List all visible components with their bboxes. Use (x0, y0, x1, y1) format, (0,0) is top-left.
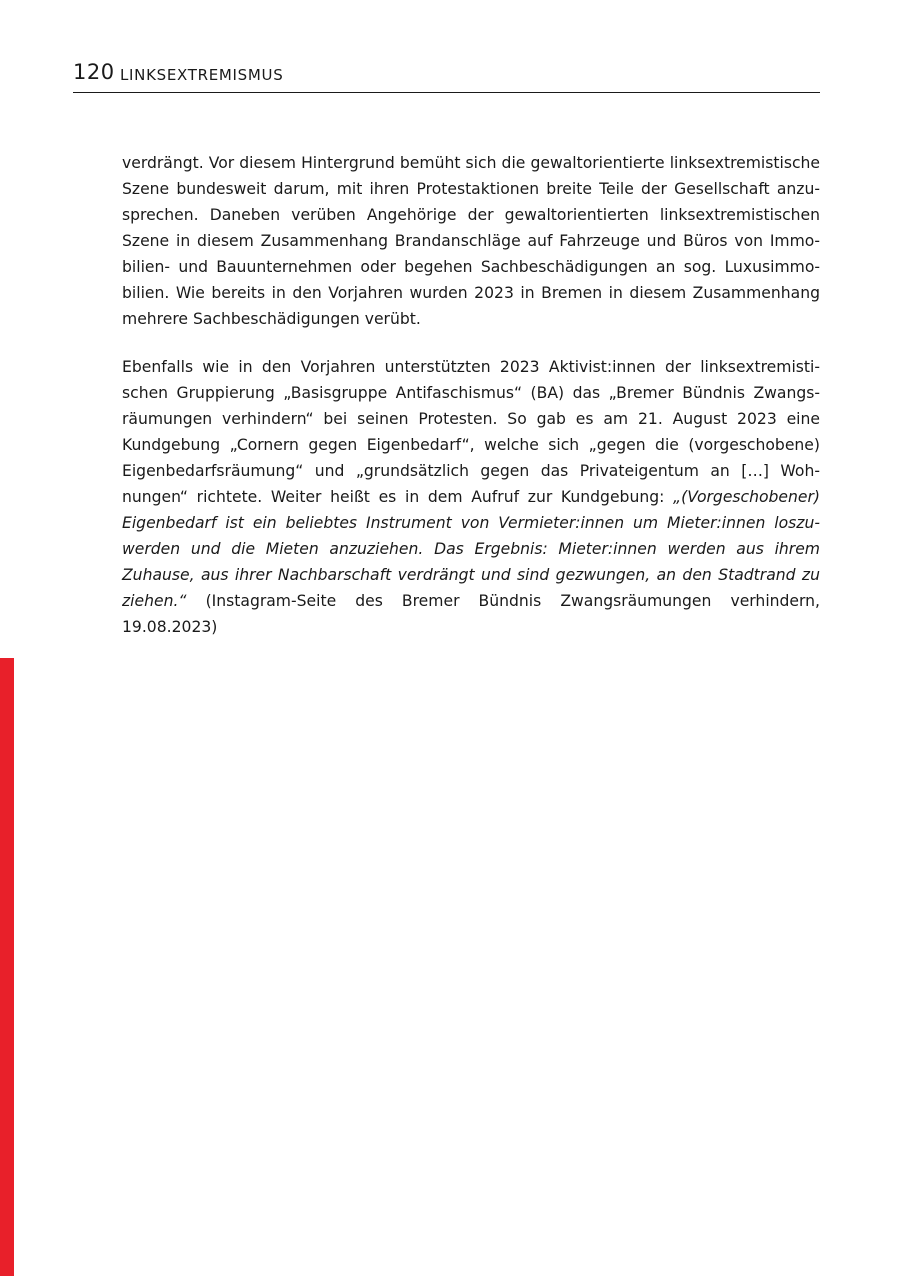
quotation-source: (Instagram-Seite des Bremer Bündnis Zwangsräumungen verhindern, 19.08.2023) (122, 592, 820, 636)
running-head: LINKSEXTREMISMUS (120, 66, 284, 84)
quotation: „(Vorgeschobener) Eigenbedarf ist ein beliebtes Instrument von Vermieter:innen um Mieter:innen loszuwerden und die Mieten anzuziehen. Das Ergebnis: Mieter:innen werden aus ihrem Zuhause, aus ihrer Nachbarschaft verdrängt und sind gezwungen, an den Stadtrand zu ziehen.“ (122, 488, 820, 610)
paragraph-1: verdrängt. Vor diesem Hintergrund bemüht sich die gewaltorientierte linksextremistische Szene bundesweit darum, mit ihren Protestaktionen breite Teile der Gesellschaft anzusprechen. Daneben verüben Angehörige der gewaltorientierten linksextremistischen Szene in diesem Zusammenhang Brandanschläge auf Fahrzeuge und Büros von Immobilien- und Bauunternehmen oder begehen Sachbeschädigungen an sog. Luxusimmobilien. Wie bereits in den Vorjahren wurden 2023 in Bremen in diesem Zusammenhang mehrere Sachbeschädigungen verübt. (122, 154, 820, 328)
paragraph-2 (122, 354, 820, 640)
page-header (73, 58, 820, 93)
body-text (122, 150, 820, 662)
paragraph-2-text: Ebenfalls wie in den Vorjahren unterstützten 2023 Aktivist:innen der linksextremistischen Gruppierung „Basisgruppe Antifaschismus“ (BA) das „Bremer Bündnis Zwangsräumungen verhindern“ bei seinen Protesten. So gab es am 21. August 2023 eine Kundgebung „Cornern gegen Eigenbedarf“, welche sich „gegen die (vorgeschobene) Eigenbedarfsräumung“ und „grundsätzlich gegen das Privateigentum an […] Wohnungen“ richtete. Weiter heißt es in dem Aufruf zur Kundgebung: (122, 358, 820, 506)
page-number: 120 (73, 60, 115, 84)
chapter-marker-bar (0, 658, 14, 1276)
